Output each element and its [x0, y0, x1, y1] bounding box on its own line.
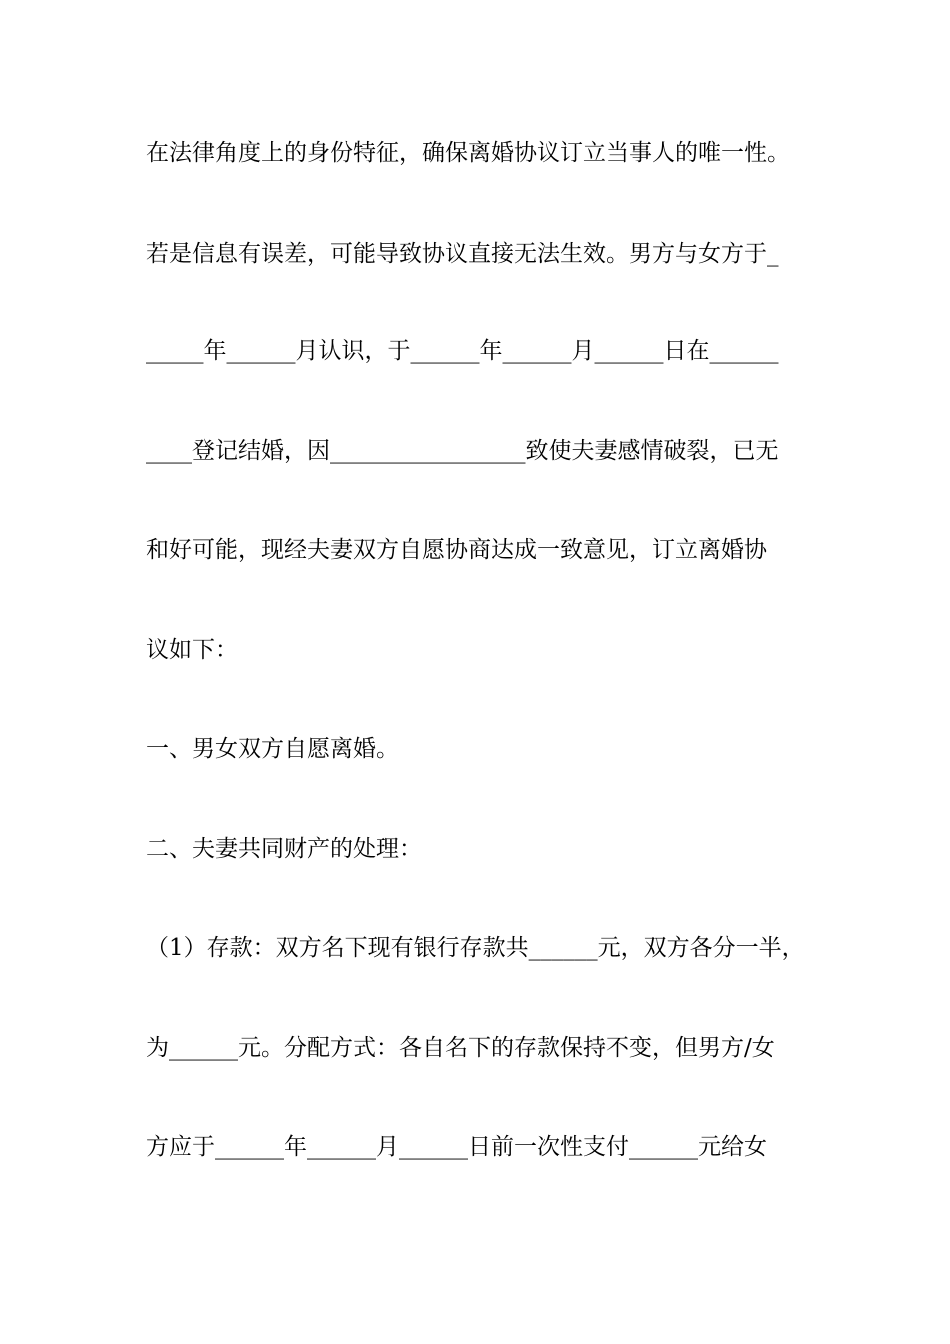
text-line-11: 方应于______年______月______日前一次性支付______元给女: [146, 1134, 767, 1160]
text-line-2: 若是信息有误差，可能导致协议直接无法生效。男方与女方于_: [146, 241, 779, 267]
text-line-10: 为______元。分配方式：各自名下的存款保持不变，但男方/女: [146, 1035, 775, 1061]
text-line-3: _____年______月认识，于______年______月______日在______: [146, 338, 779, 364]
section-heading-1: 一、男女双方自愿离婚。: [146, 736, 399, 762]
text-line-5: 和好可能，现经夫妻双方自愿协商达成一致意见，订立离婚协: [146, 537, 767, 563]
text-line-6: 议如下：: [146, 637, 238, 663]
text-line-4: ____登记结婚，因_________________致使夫妻感情破裂，已无: [146, 438, 779, 464]
section-heading-2: 二、夫妻共同财产的处理：: [146, 836, 422, 862]
text-line-9: （1）存款：双方名下现有银行存款共______元，双方各分一半，: [146, 935, 805, 961]
text-line-1: 在法律角度上的身份特征，确保离婚协议订立当事人的唯一性。: [146, 140, 790, 166]
